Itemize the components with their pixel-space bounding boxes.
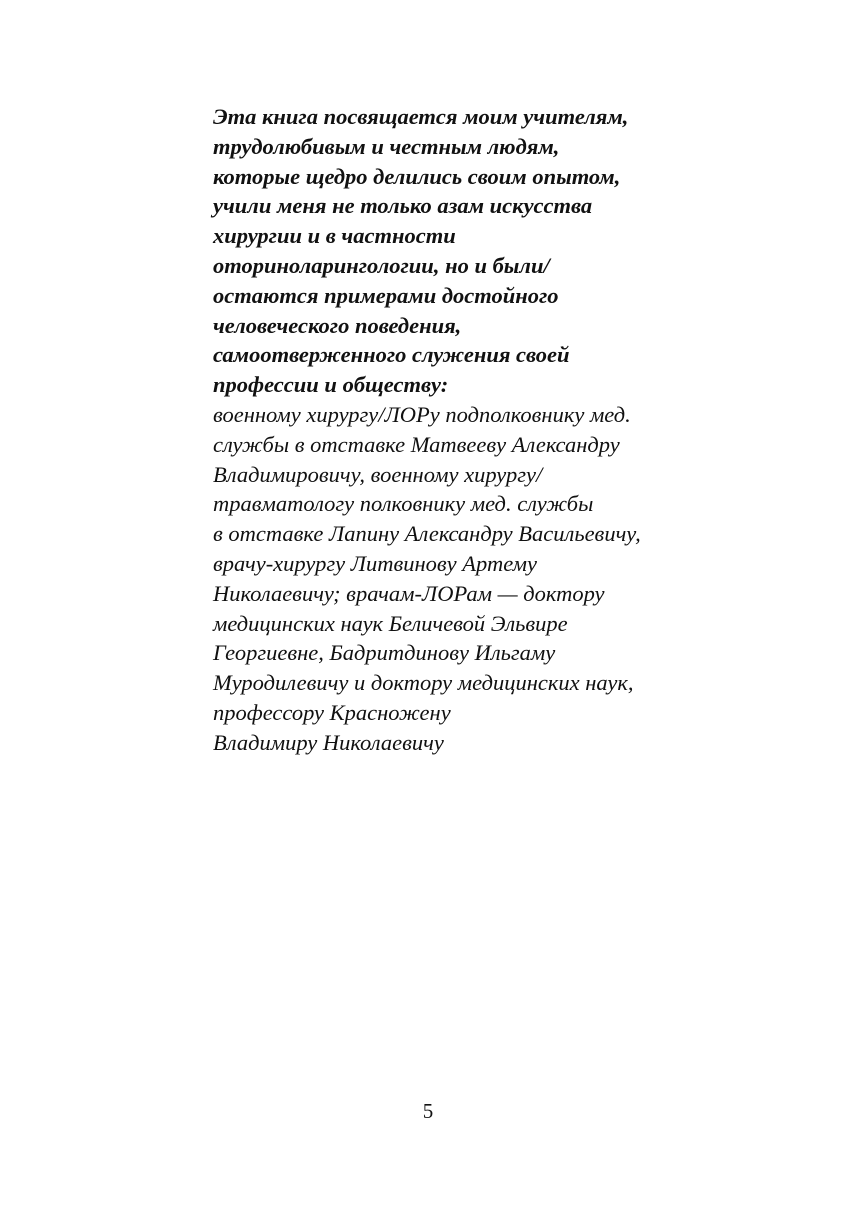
names-line: травматологу полковнику мед. службы (213, 491, 594, 517)
dedication-line: трудолюбивым и честным людям, (213, 133, 560, 159)
names-line: Николаевичу; врачам-ЛОРам — доктору (213, 580, 605, 606)
dedication-line: остаются примерами достойного (213, 282, 559, 308)
dedication-line: которые щедро делились своим опытом, (213, 163, 621, 189)
dedication-text (213, 102, 813, 758)
names-line: Владимировичу, военному хирургу/ (213, 461, 543, 487)
dedication-line: учили меня не только азам искусства (213, 193, 593, 219)
names-line: Муродилевичу и доктору медицинских наук, (213, 670, 634, 696)
dedication-intro (213, 102, 813, 400)
names-line: врачу-хирургу Литвинову Артему (213, 550, 537, 576)
dedication-line: профессии и обществу: (213, 372, 449, 398)
names-line: Георгиевне, Бадритдинову Ильгаму (213, 640, 556, 666)
names-line: профессору Красножену (213, 699, 451, 725)
names-line: службы в отставке Матвееву Александру (213, 431, 620, 457)
names-line: в отставке Лапину Александру Васильевичу, (213, 521, 641, 547)
page-number: 5 (422, 1099, 434, 1123)
dedication-line: самоотверженного служения своей (213, 342, 570, 368)
names-line: военному хирургу/ЛОРу подполковнику мед. (213, 401, 631, 427)
names-line: Владимиру Николаевичу (213, 729, 444, 755)
dedication-line: Эта книга посвящается моим учителям, (213, 104, 629, 129)
dedication-names (213, 400, 813, 758)
dedication-line: человеческого поведения, (213, 312, 462, 338)
names-line: медицинских наук Беличевой Эльвире (213, 610, 568, 636)
dedication-line: оториноларингологии, но и были/ (213, 252, 550, 278)
dedication-line: хирургии и в частности (213, 223, 456, 249)
